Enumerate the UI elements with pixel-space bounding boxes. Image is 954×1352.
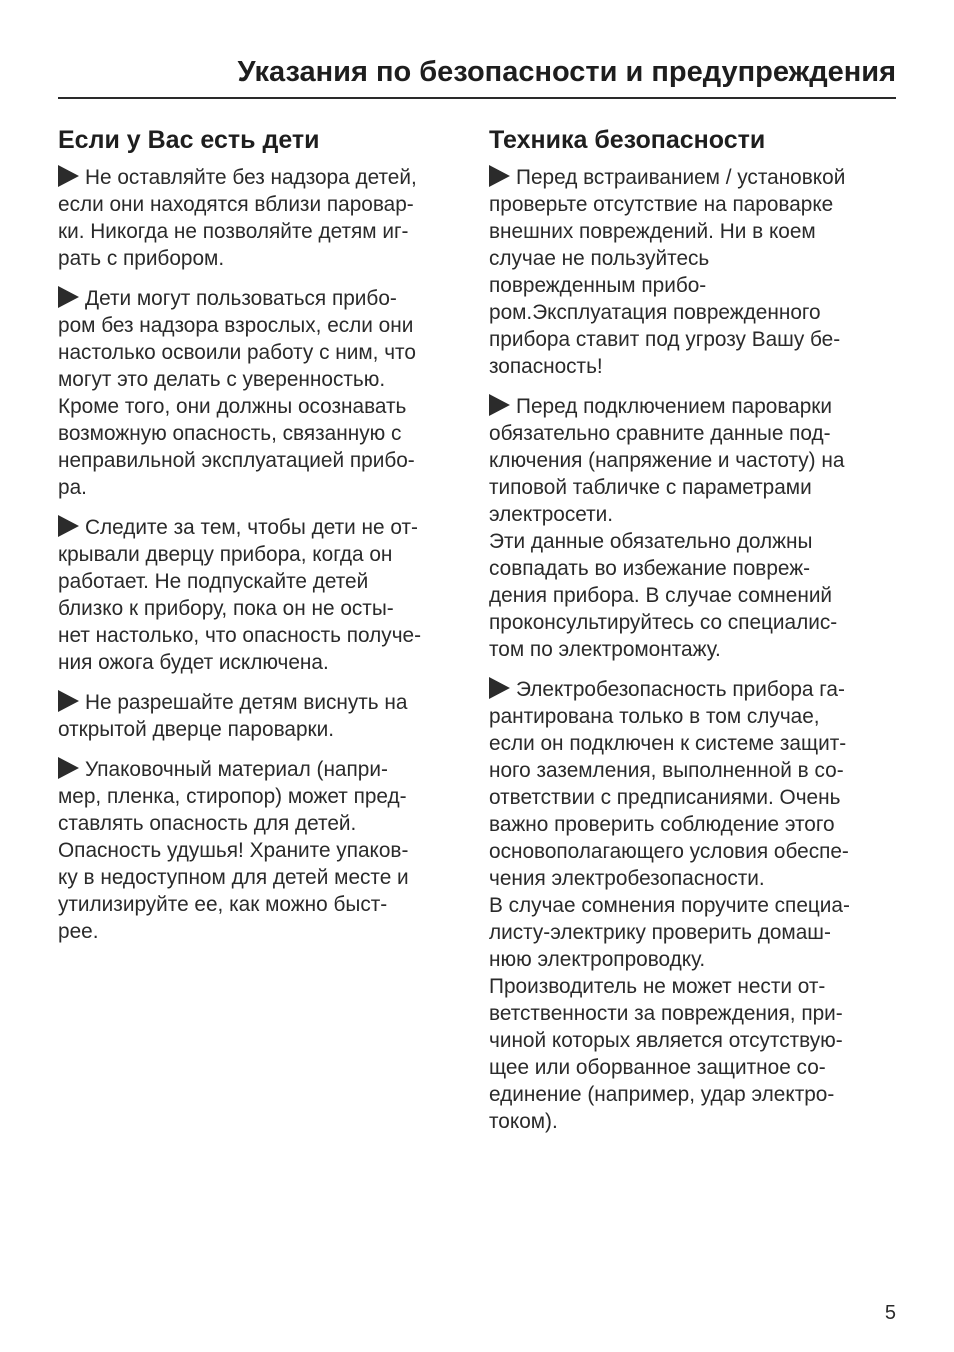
- paragraph-line-text: могут это делать с уверенностью.: [58, 368, 386, 391]
- paragraph-line-text: внешних повреждений. Ни в коем: [489, 220, 816, 243]
- paragraph-line-text: Производитель не может нести от-: [489, 975, 826, 998]
- section-heading-safety-engineering: Техника безопасности: [489, 126, 766, 154]
- paragraph-line-text: крывали дверцу прибора, когда он: [58, 543, 393, 566]
- paragraph-line-text: В случае сомнения поручите специа-: [489, 894, 850, 917]
- paragraph-line: [58, 285, 468, 312]
- paragraph-line: [58, 716, 468, 743]
- paragraph-line: [58, 568, 468, 595]
- page-number: 5: [884, 1302, 896, 1324]
- paragraph-line: [489, 784, 899, 811]
- paragraph-line: [489, 218, 899, 245]
- paragraph-line-text: рантирована только в том случае,: [489, 705, 820, 728]
- paragraph-line: [489, 811, 899, 838]
- paragraph-line-text: возможную опасность, связанную с: [58, 422, 402, 445]
- paragraph-line: [489, 636, 899, 663]
- left-paragraphs: [58, 164, 468, 945]
- paragraph-line: [58, 541, 468, 568]
- paragraph-line-text: ключения (напряжение и частоту) на: [489, 449, 845, 472]
- left-column: [58, 120, 468, 958]
- paragraph-line-text: Дети могут пользоваться прибо-: [85, 287, 397, 310]
- paragraph-line: [489, 353, 899, 380]
- paragraph-line-text: проверьте отсутствие на пароварке: [489, 193, 834, 216]
- paragraph-line: [58, 622, 468, 649]
- paragraph-line: [489, 245, 899, 272]
- paragraph-line-text: мер, пленка, стиропор) может пред-: [58, 785, 407, 808]
- paragraph-line: [489, 703, 899, 730]
- paragraph-line: [489, 919, 899, 946]
- paragraph-line: [58, 918, 468, 945]
- paragraph-line-text: рее.: [58, 920, 99, 943]
- paragraph-line: [58, 649, 468, 676]
- paragraph-line: [58, 312, 468, 339]
- paragraph-line-text: важно проверить соблюдение этого: [489, 813, 835, 836]
- page-title: Указания по безопасности и предупреждения: [237, 56, 896, 88]
- paragraph-line: [489, 609, 899, 636]
- paragraph-line: [58, 164, 468, 191]
- paragraph-line: [489, 892, 899, 919]
- paragraph: [489, 393, 899, 663]
- bullet-triangle-icon: [489, 677, 510, 699]
- bullet-triangle-icon: [489, 394, 510, 416]
- paragraph-line: [58, 689, 468, 716]
- paragraph-line: [489, 838, 899, 865]
- paragraph-line-text: электросети.: [489, 503, 614, 526]
- bullet-triangle-icon: [58, 165, 79, 187]
- paragraph-line-text: Перед подключением пароварки: [516, 395, 832, 418]
- bullet-triangle-icon: [58, 515, 79, 537]
- paragraph-line: [58, 810, 468, 837]
- paragraph-line: [58, 595, 468, 622]
- paragraph-line: [489, 191, 899, 218]
- paragraph-line: [489, 1054, 899, 1081]
- paragraph-line-text: том по электромонтажу.: [489, 638, 721, 661]
- paragraph-line-text: неправильной эксплуатацией прибо-: [58, 449, 415, 472]
- paragraph-line-text: Электробезопасность прибора га-: [516, 678, 845, 701]
- bullet-triangle-icon: [489, 165, 510, 187]
- paragraph-line: [489, 973, 899, 1000]
- paragraph-line-text: работает. Не подпускайте детей: [58, 570, 369, 593]
- paragraph-line: [489, 326, 899, 353]
- paragraph-line-text: основополагающего условия обеспе-: [489, 840, 849, 863]
- paragraph-line-text: проконсультируйтесь со специалис-: [489, 611, 838, 634]
- paragraph-line-text: ного заземления, выполненной в со-: [489, 759, 844, 782]
- paragraph-line-text: обязательно сравните данные под-: [489, 422, 831, 445]
- paragraph-line: [58, 245, 468, 272]
- paragraph-line: [58, 393, 468, 420]
- paragraph-line-text: листу-электрику проверить домаш-: [489, 921, 831, 944]
- paragraph: [58, 164, 468, 272]
- paragraph-line: [58, 864, 468, 891]
- paragraph-line-text: настолько освоили работу с ним, что: [58, 341, 416, 364]
- paragraph-line: [58, 891, 468, 918]
- paragraph: [489, 676, 899, 1135]
- paragraph-line: [58, 447, 468, 474]
- right-paragraphs: [489, 164, 899, 1135]
- bullet-triangle-icon: [58, 757, 79, 779]
- right-column: [489, 120, 899, 1148]
- paragraph-line-text: открытой дверце пароварки.: [58, 718, 335, 741]
- paragraph-line: [58, 420, 468, 447]
- paragraph-line-text: нет настолько, что опасность получе-: [58, 624, 422, 647]
- paragraph-line: [58, 191, 468, 218]
- paragraph-line-text: ния ожога будет исключена.: [58, 651, 329, 674]
- title-divider: [58, 97, 896, 99]
- paragraph-line-text: ра.: [58, 476, 87, 499]
- paragraph-line-text: ответствии с предписаниями. Очень: [489, 786, 841, 809]
- paragraph-line-text: ром без надзора взрослых, если они: [58, 314, 414, 337]
- paragraph-line-text: ветственности за повреждения, при-: [489, 1002, 843, 1025]
- paragraph-line: [489, 555, 899, 582]
- paragraph-line: [58, 756, 468, 783]
- paragraph-line: [489, 164, 899, 191]
- paragraph-line-text: ки. Никогда не позволяйте детям иг-: [58, 220, 409, 243]
- paragraph-line-text: совпадать во избежание повреж-: [489, 557, 811, 580]
- paragraph-line-text: ставлять опасность для детей.: [58, 812, 357, 835]
- paragraph-line-text: током).: [489, 1110, 558, 1133]
- paragraph-line: [489, 272, 899, 299]
- paragraph-line: [58, 339, 468, 366]
- bullet-triangle-icon: [58, 690, 79, 712]
- paragraph-line-text: типовой табличке с параметрами: [489, 476, 812, 499]
- paragraph-line-text: Кроме того, они должны осознавать: [58, 395, 407, 418]
- paragraph-line: [489, 393, 899, 420]
- paragraph-line: [489, 447, 899, 474]
- paragraph-line: [489, 1000, 899, 1027]
- paragraph-line-text: единение (например, удар электро-: [489, 1083, 835, 1106]
- paragraph-line: [489, 730, 899, 757]
- paragraph-line-text: зопасность!: [489, 355, 603, 378]
- paragraph-line-text: чиной которых является отсутствую-: [489, 1029, 843, 1052]
- paragraph-line-text: случае не пользуйтесь: [489, 247, 710, 270]
- paragraph-line: [58, 366, 468, 393]
- paragraph-line: [489, 757, 899, 784]
- paragraph-line-text: дения прибора. В случае сомнений: [489, 584, 833, 607]
- paragraph-line-text: ром.Эксплуатация поврежденного: [489, 301, 821, 324]
- paragraph-line: [58, 837, 468, 864]
- paragraph-line: [489, 582, 899, 609]
- paragraph-line: [489, 1081, 899, 1108]
- paragraph-line-text: близко к прибору, пока он не осты-: [58, 597, 394, 620]
- paragraph-line-text: щее или оборванное защитное со-: [489, 1056, 826, 1079]
- paragraph-line-text: утилизируйте ее, как можно быст-: [58, 893, 388, 916]
- paragraph: [489, 164, 899, 380]
- paragraph-line-text: если он подключен к системе защит-: [489, 732, 847, 755]
- paragraph-line-text: Перед встраиванием / установкой: [516, 166, 846, 189]
- paragraph-line: [58, 514, 468, 541]
- paragraph-line-text: Упаковочный материал (напри-: [85, 758, 388, 781]
- paragraph-line: [489, 1108, 899, 1135]
- paragraph-line-text: Не разрешайте детям виснуть на: [85, 691, 408, 714]
- paragraph-line: [489, 865, 899, 892]
- paragraph-line: [489, 528, 899, 555]
- paragraph-line-text: нюю электропроводку.: [489, 948, 706, 971]
- paragraph: [58, 756, 468, 945]
- paragraph-line: [489, 676, 899, 703]
- paragraph: [58, 514, 468, 676]
- paragraph-line-text: чения электробезопасности.: [489, 867, 765, 890]
- paragraph-line-text: поврежденным прибо-: [489, 274, 707, 297]
- paragraph-line: [58, 783, 468, 810]
- paragraph-line-text: рать с прибором.: [58, 247, 225, 270]
- paragraph-line: [489, 1027, 899, 1054]
- paragraph-line: [489, 474, 899, 501]
- paragraph-line-text: ку в недоступном для детей месте и: [58, 866, 409, 889]
- paragraph-line: [58, 474, 468, 501]
- paragraph-line-text: прибора ставит под угрозу Вашу бе-: [489, 328, 841, 351]
- paragraph-line: [489, 420, 899, 447]
- paragraph-line: [489, 501, 899, 528]
- section-heading-children: Если у Вас есть дети: [58, 126, 320, 154]
- paragraph-line: [489, 946, 899, 973]
- paragraph-line-text: Опасность удушья! Храните упаков-: [58, 839, 409, 862]
- paragraph-line: [58, 218, 468, 245]
- paragraph-line-text: Следите за тем, чтобы дети не от-: [85, 516, 418, 539]
- bullet-triangle-icon: [58, 286, 79, 308]
- paragraph-line-text: Эти данные обязательно должны: [489, 530, 813, 553]
- paragraph-line-text: Не оставляйте без надзора детей,: [85, 166, 417, 189]
- paragraph-line-text: если они находятся вблизи паровар-: [58, 193, 414, 216]
- paragraph: [58, 689, 468, 743]
- paragraph: [58, 285, 468, 501]
- paragraph-line: [489, 299, 899, 326]
